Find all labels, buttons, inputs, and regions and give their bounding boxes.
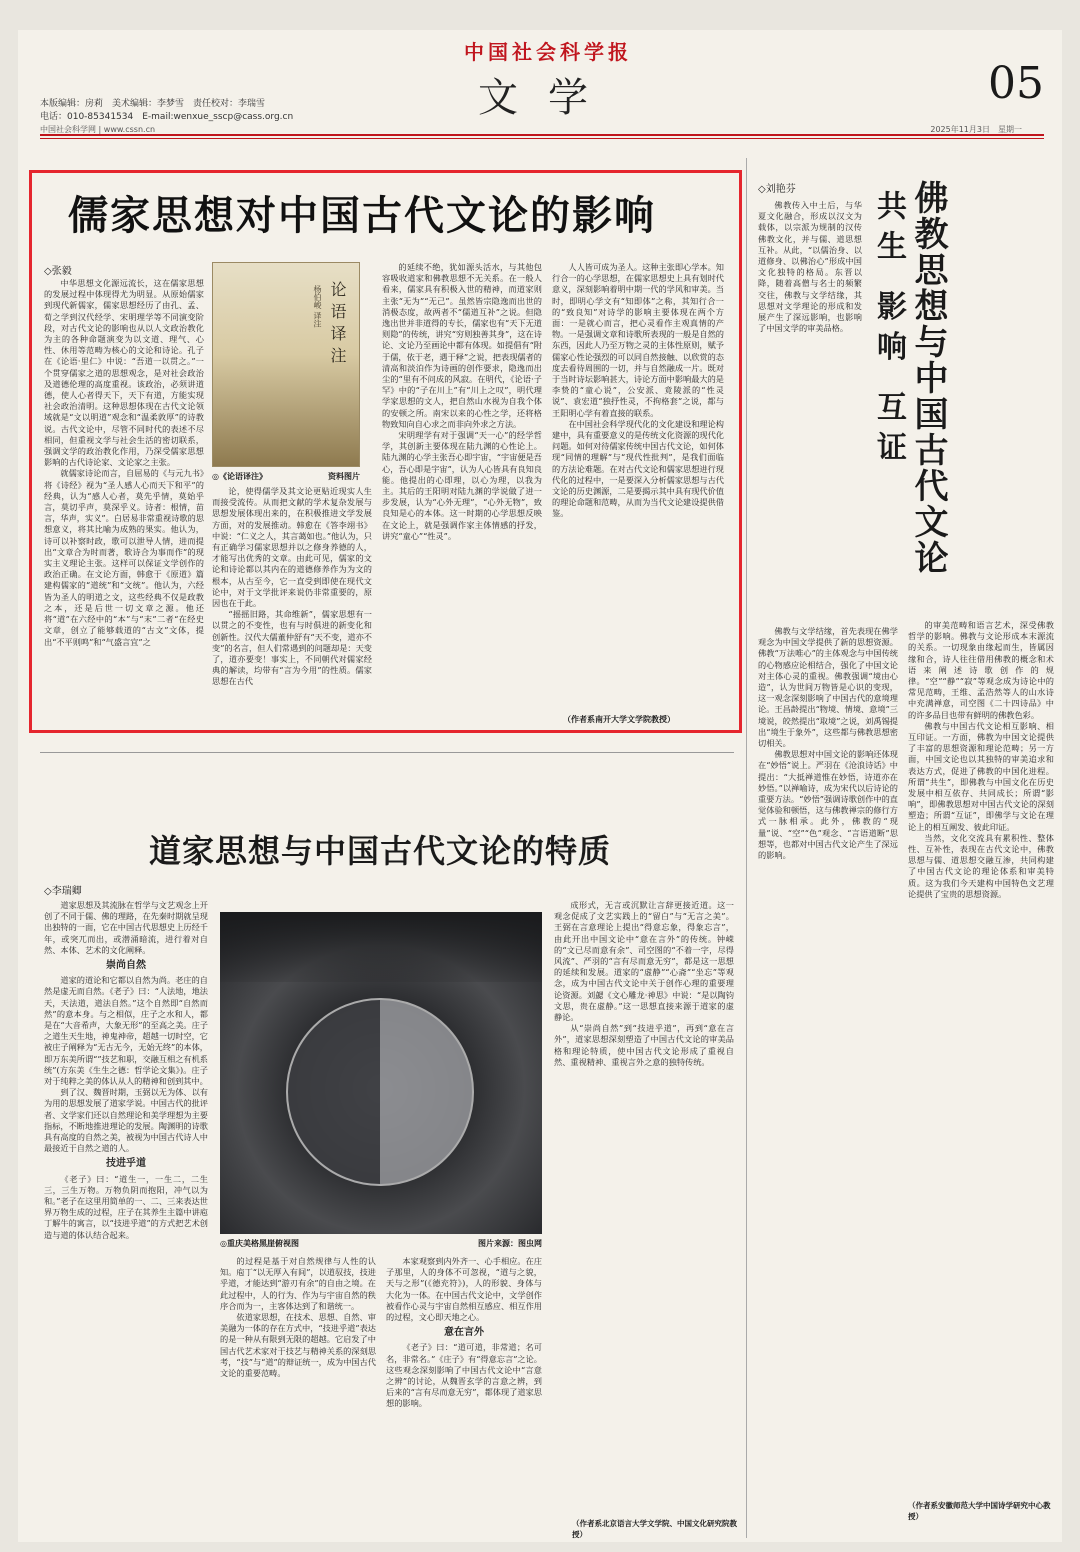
article1-para: 论，使得儒学及其文论更贴近现实人生而接受流传。从而把文献的学术复杂发展与思想发展体现出来的，在积极推进文学发展方面，对的发展推动。韩愈在《答李翊书》中说：“仁义之人，其言蔼如也。”他认为，只有正确学习儒家思想并以之修身养德的人，才能写出优秀的文章。由此可见，儒家的文论和诗论都以其内在的道德修养作为为文的根本，从古至今，它一直受到即使在现代文论中，对于文学批评来说仍非常重要的，原因也在于此。	[212, 486, 372, 609]
book-caption-credit: 资料图片	[328, 472, 360, 481]
column-divider	[746, 158, 747, 1538]
article2-para: 到了汉、魏晋时期，玉弼以无为体、以有为用的思想发展了道家学说。中国古代的批评者、文学家们还以自然理论和美学理想为主要指标，不断地推进理论的发展。陶渊明的诗歌具有高度的自然之美，被视为中国古代诗人中最接近于自然之道的人。	[44, 1087, 208, 1154]
article1-para: 就儒家诗论而言，自屈易的《与元九书》将《诗经》视为“圣人感人心而天下和平”的经典，认为“感人心者，莫先乎情，莫始乎言，莫切乎声，莫深乎义。诗者：根情，苗言，华声，实义”。白居易非常重视诗歌的思想意义，将其比喻为成熟的果实。他认为，诗可以补察时政，歌可以泄导人情，进而提出“文章合为时而著，歌诗合为事而作”的现实主义理论主张。这样可以保证文学创作的政治正确。在文论方面，韩愈于《原道》篇建构儒家的“道统”和“文统”。他认为，六经皆为圣人的明道之文，这些经典不仅是政教之本，还是后世一切文章之源。他还将“道”在六经中的“本”与“末”二者“在经史文章，创立了能够载道的“古文”文体，提出“不平则鸣”和“气盛言宜”之	[44, 468, 204, 647]
article1-column-4	[552, 262, 724, 710]
taiji-courtyard-photo	[220, 912, 542, 1234]
book-caption-text: ◎《论语译注》	[212, 472, 267, 481]
article1-para: 在中国社会科学现代化的文化建设和理论构建中，具有重要意义的是传统文化资源的现代化问题。如何对待儒家传统中国古代文论，如何体现“同情的理解”与“现代性批判”，是我们面临的方法论难题。在对古代文论和儒家思想进行现代化的过程中，一是要深入分析儒家思想与古代文论的历史渊源，二是要揭示其中具有现代价值的理论命题和范畴，从而为当代文论建设提供借鉴。	[552, 418, 724, 519]
article2-para: 《老子》曰：“道生一，一生二，二生三，三生万物。万物负阴而抱阳，冲气以为和。”老子在这里用简单的一、二、三来表达世界万物生成的过程，庄子在其养生主篇中讲庖丁解牛的寓言，以“技进乎道”的方式把艺术创造与道的体认结合起来。	[44, 1173, 208, 1240]
article2-para: 从“崇尚自然”到“技进乎道”，再到“意在言外”，道家思想深刻塑造了中国古代文论的审美品格和理论特质，使中国古代文论形成了重视自然、重视精神、重视言外之意的独特传统。	[554, 1023, 734, 1067]
article1-title: 儒家思想对中国古代文论的影响	[68, 193, 656, 239]
newspaper-page	[18, 30, 1062, 1542]
book-title: 论语译注	[328, 281, 347, 369]
subhead-meaning: 意在言外	[444, 1327, 484, 1339]
article2-para: 依道家思想，在技术、思想、自然、审美融为一体的存在方式中，“技进乎道”表达的是一种从有限到无限的超越。它启发了中国古代艺术家对于技艺与精神关系的深刻思考，“技”与“道”的辩证统一，成为中国古代文论的重要范畴。	[220, 1312, 376, 1379]
article2-para: 成形式，无言或沉默让言辞更接近道。这一观念促成了文艺实践上的“留白”与“无言之美”。王弼在言意理论上提出“得意忘象，得象忘言”，由此开出中国文论中“意在言外”的传统。钟嵘的“文已尽而意有余”、司空图的“不着一字，尽得风流”、严羽的“言有尽而意无穷”，都是这一思想的延续和发展。道家的“虚静”“心斋”“坐忘”等观念，成为中国古代文论中关于创作心理的重要理论资源。刘勰《文心雕龙·神思》中说：“是以陶钧文思，贵在虚静。”这一思想直接来源于道家的虚静论。	[554, 900, 734, 1023]
article1-column-2	[212, 486, 372, 708]
article3-title: 佛教思想与中国古代文论	[908, 180, 948, 576]
article3-author: ◇刘艳芬	[758, 184, 796, 195]
article3-column-1a	[758, 200, 862, 620]
article3-affiliation: （作者系安徽师范大学中国诗学研究中心教授）	[908, 1501, 1051, 1521]
photo-caption	[220, 1238, 542, 1249]
article2-column-3	[386, 1256, 542, 1536]
article1-affiliation: （作者系南开大学文学院教授）	[563, 715, 675, 724]
contact-line: 电话：010-85341534 E-mail:wenxue_sscp@cass.org.cn	[40, 112, 294, 122]
article1-column-1	[44, 278, 204, 708]
article2-column-1	[44, 900, 208, 1536]
dateline: 2025年11月3日 星期一	[930, 125, 1022, 134]
article3-para: 的审美范畴和语言艺术，深受佛教哲学的影响。佛教与文论形成本末源流的关系。一切现象由缘起而生，皆属因缘和合，诗人往往借用佛教的概念和术语来阐述诗歌创作的规律。“空”“静”“寂”等观念成为诗论中的常见范畴，王维、孟浩然等人的山水诗中充满禅意，司空图《二十四诗品》中的许多品目也带有鲜明的佛教色彩。	[908, 620, 1054, 720]
subhead-nature: 崇尚自然	[106, 960, 146, 972]
article1-para: 的延续不绝，犹如源头活水，与其他包容吸收道家和佛教思想不无关系。在一般人看来，儒家具有积极入世的精神，而道家则主张“无为”“无己”。虽然皆宗隐逸而出世的消极态度，故两者不“儒道互补”之说。但隐逸出世并非道得的专长，儒家也有“天下无道则隐”的传统，讲究“穷则独善其身”，这在诗论、文论乃至画论中都有体现。如提倡有“附于儒，依于老，遇于释”之说，把表现儒者的清高和淡泊作为诗画的创作要求，隐逸而出尘的“里有不问成的风寂。在明代，《论语·子罕》中的“子在川上”有“川上之叹”，明代理学家思想的文人，把自然山水视为自我个体的安顿之所。南宋以来的心性之学，还将格物致知向自心求之而非向外求之方法。	[382, 262, 542, 429]
book-subtitle: 杨伯峻 译注	[313, 285, 322, 328]
article1-para: 宋明理学有对于强调“天一心”的经学哲学，其创新主要体现在陆九渊的心性论上。陆九渊的心学主张吾心即宇宙，“宇宙便是吾心，吾心即是宇宙”，认为人心皆具有良知良能。他提出的心即理，以心为理，以我为主。其后的王阳明对陆九渊的学说做了进一步发展，认为“心外无理”，“心外无物”，致良知是心的本体。这一时期的心学思想反映在文论上，就是强调作家主体情感的抒发，讲究“童心”“性灵”。	[382, 430, 542, 541]
article2-author: ◇李瑞卿	[44, 886, 82, 897]
article3-subtitle: 共生 影响 互证	[871, 190, 906, 471]
article2-para: 的过程是基于对自然规律与人性的认知。庖丁“以无厚入有间”，以道驭技，技进乎道，才能达到“游刃有余”的自由之境。在此过程中，人的行为、作为与宇宙自然的秩序合而为一，主客体达到了和谐统一。	[220, 1256, 376, 1311]
article2-affiliation: （作者系北京语言大学文学院、中国文化研究院教授）	[572, 1519, 737, 1539]
article1-para: 中华思想文化源远流长，这在儒家思想的发展过程中体现得尤为明显。从原始儒家到现代新儒家，儒家思想经历了由孔、孟、荀之学到汉代经学、宋明理学等不同演变阶段，对古代文论的影响也从以人文政治教化为主的各种命题演变为以文道、理气、心性、休用等范畴为核心的文论和诗论。孔子在《论语·里仁》中说：“吾道一以贯之。”一个贯穿儒家之道的思想观念，是对社会政治及道德伦理的高度重视。该政治，必须讲道德，使人心者得天下，天下有道，方能实现社会政治清明。这种思想体现在古代文论领域就是“文以明道”观念和“温柔敦厚”的诗教说。古代文论中，尽管不同时代的表述不尽相同，但重视文学与社会生活的密切联系，强调文学的政治教化作用，乃深受儒家思想影响的古代诗论家、文论家之主张。	[44, 278, 204, 468]
article2-para: 《老子》曰：“道可道，非常道；名可名，非常名。”《庄子》有“得意忘言”之论。这些观念深刻影响了中国古代文论中“言意之辨”的讨论，从魏晋玄学的言意之辨，到后来的“言有尽而意无穷”，都体现了道家思想的影响。	[386, 1342, 542, 1409]
masthead-rule-thin	[40, 138, 1044, 139]
article2-para: 本家观察到内外齐一、心手相应。在庄子那里，人的身体不可忽视，“道与之貌，天与之形”(《德充符》)，人的形貌、身体与大化为一体。在中国古代文论中，文学创作被看作心灵与宇宙自然相互感应、相互作用的过程，文心即天地之心。	[386, 1256, 542, 1323]
roof-shape	[220, 912, 542, 982]
divider	[40, 752, 734, 753]
masthead	[18, 30, 1062, 138]
taiji-symbol	[286, 998, 474, 1186]
masthead-rule	[40, 134, 1044, 136]
subhead-skill: 技进乎道	[106, 1158, 146, 1170]
article1-para: 人人皆可成为圣人。这种主张即心学本。知行合一的心学思想，在儒家思想史上具有划时代意义，深刻影响着明中期一代的学风和审美。当时，即明心学文有“知即体”之称，其知行合一的“致良知”对诗学的影响主要体现在两个方面：一是就心而言，把心灵看作主观真情的产物。一是强调文章和诗歌所表现的一般是自然的东西，因此人乃至万物之灵的主体性原则，赋予儒家心性论强烈的可以同自然接触、以欣赏的态度去看待周围的一切，并与自然融成一片。既对于当时诗坛影响甚大，诗论方面中影响最大的是李贽的“童心说”，公安派、竟陵派的“性灵说”、袁宏道“独抒性灵，不拘格套”之说，都与王阳明心学有着直接的联系。	[552, 262, 724, 418]
site-link[interactable]: 中国社会科学网 | www.cssn.cn	[40, 125, 156, 134]
photo-caption-credit: 图片来源：图虫网	[478, 1239, 542, 1248]
book-cover-image	[212, 262, 360, 467]
article3-column-2	[908, 200, 1054, 1496]
article1-column-3	[382, 262, 542, 710]
article3-para: 当然，文化交流具有累积性、整体性、互补性，表现在古代文论中，佛教思想与儒、道思想交融互渗，共同构建了中国古代文论的理论体系和审美特质。这为我们今天建构中国特色文艺理论提供了宝贵的思想资源。	[908, 832, 1054, 899]
article2-title: 道家思想与中国古代文论的特质	[148, 832, 611, 870]
article2-column-4	[554, 900, 734, 1512]
article3-para: 佛教思想对中国文论的影响还体现在“妙悟”说上。严羽在《沧浪诗话》中提出：“大抵禅道惟在妙悟，诗道亦在妙悟。”以禅喻诗，成为宋代以后诗论的重要方法。“妙悟”强调诗歌创作中的直觉体验和顿悟，这与佛教禅宗的修行方式一脉相承。此外，佛教的“现量”说、“空”“色”观念、“言语道断”思想等，也都对中国古代文论产生了深远的影响。	[758, 749, 898, 861]
photo-caption-text: ◎重庆美格黑崖俯视图	[220, 1239, 299, 1248]
editors-info	[40, 98, 293, 124]
article2-column-2	[220, 1256, 376, 1536]
page-number: 05	[988, 58, 1044, 109]
article1-para: “摇摇旧路，其命维新”，儒家思想有一以贯之的不变性，也有与时俱进的新变化和创新性。汉代大儒董仲舒有“天不变，道亦不变”的名言，但人们常遇到的问题却是：天变了，道亦要变！事实上，不同朝代对儒家经典的解读，均带有“言为今用”的性质。儒家思想在古代	[212, 609, 372, 687]
article3-para: 佛教与文学结缘，首先表现在佛学观念为中国文学提供了新的思想资源。佛教“万法唯心”的主体观念与中国传统的心物感应论相结合，强化了中国文论对主体心灵的重视。佛教强调“境由心造”，认为世间万物皆是心识的变现，这一观念深刻影响了中国古代的意境理论。王昌龄提出“物境、情境、意境”三境说，皎然提出“取境”之说，刘禹锡提出“境生于象外”，这些都与佛教思想密切相关。	[758, 626, 898, 749]
article3-column-1	[758, 626, 898, 1536]
section-name: 文学	[478, 75, 618, 121]
article3-para: 佛教与中国古代文论相互影响、相互印证。一方面，佛教为中国文论提供了丰富的思想资源和理论范畴；另一方面，中国文论也以其独特的审美追求和表达方式，促进了佛教的中国化进程。所谓“共生”，即佛教与中国文化在历史发展中相互依存、共同成长；所谓“影响”，即佛教思想对中国古代文论的深刻塑造；所谓“互证”，即佛学与文论在理论上的相互阐发、彼此印证。	[908, 720, 1054, 832]
paper-name: 中国社会科学报	[464, 40, 632, 64]
article2-para: 道家思想及其流脉在哲学与文艺观念上开创了不同于儒、佛的理路，在先秦时期就呈现出独特的一面，它在中国古代思想史上历经千年，或突兀而出，或潜涌暗流，进行着对自然、本体、艺术的文化阐释。	[44, 900, 208, 955]
book-caption	[212, 471, 360, 482]
article3-para: 佛教传入中土后，与华夏文化融合，形成以汉文为载体，以宗派为规制的汉传佛教文化，并与儒、道思想互补。从此，“以儒治身、以道修身、以佛治心”形成中国文化独特的格局。东晋以降，随着高僧与名士的频繁交往，佛教与文学结缘，其思想对文学理论的形成和发展产生了深远影响，也影响了中国文学的审美品格。	[758, 200, 862, 334]
article1-author: ◇张毅	[44, 266, 72, 277]
article2-para: 道家的道论和它都以自然为尚。老庄的自然是虚无而自然。《老子》曰：“人法地，地法天，天法道，道法自然。”这个自然即“自然而然”的意本身。与之相似，庄子之水和人，都是在“大音希声，大象无形”的至高之美。庄子之道生天生地，神鬼神帝，超越一切时空，它被庄子阐释为“无古无今，无始无终”的本体，即万东美所谓“”技艺和职，交融互相之有机系统”(方东美《生生之德：哲学论文集》)。庄子对于纯粹之美的体认从人的精神和创到其中。	[44, 975, 208, 1087]
editors-line: 本版编辑：房莉 美术编辑：李梦雪 责任校对：李瑞雪	[40, 99, 266, 109]
